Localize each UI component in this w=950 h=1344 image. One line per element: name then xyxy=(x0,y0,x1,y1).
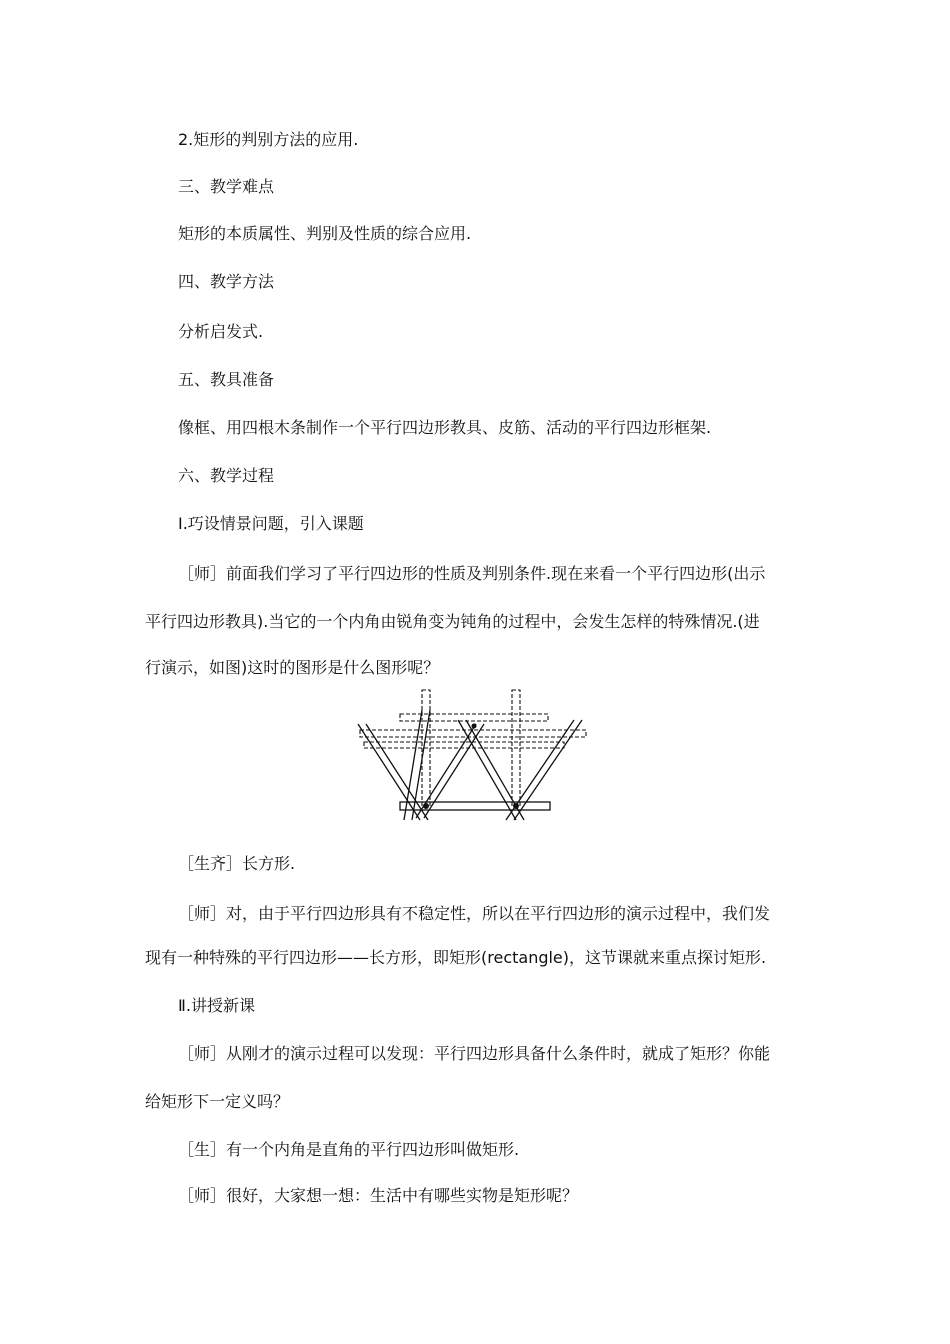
parallelogram-demo-figure xyxy=(356,684,592,834)
text-line: ［师］从刚才的演示过程可以发现：平行四边形具备什么条件时，就成了矩形？你能 xyxy=(178,1044,771,1063)
text-line: ［师］很好，大家想一想：生活中有哪些实物是矩形呢？ xyxy=(178,1186,579,1205)
slant-bar xyxy=(358,724,420,820)
text-line: 2.矩形的判别方法的应用. xyxy=(178,130,359,149)
slant-bar xyxy=(458,720,516,820)
pivot-joint xyxy=(513,803,519,809)
subsection-heading: Ⅰ.巧设情景问题，引入课题 xyxy=(178,514,364,533)
slant-bar xyxy=(366,724,428,820)
section-heading: 四、教学方法 xyxy=(178,272,275,291)
slant-bar xyxy=(404,710,422,820)
pivot-joint xyxy=(423,803,429,809)
text-line: ［生齐］长方形. xyxy=(178,854,296,873)
text-line: 给矩形下一定义吗？ xyxy=(145,1092,290,1111)
text-line: ［师］对，由于平行四边形具有不稳定性，所以在平行四边形的演示过程中，我们发 xyxy=(178,904,771,923)
text-line: 矩形的本质属性、判别及性质的综合应用. xyxy=(178,224,472,243)
text-line: 平行四边形教具).当它的一个内角由锐角变为钝角的过程中，会发生怎样的特殊情况.(进 xyxy=(145,612,760,631)
text-line: ［生］有一个内角是直角的平行四边形叫做矩形. xyxy=(178,1140,520,1159)
slant-bar xyxy=(424,724,484,818)
section-heading: 六、教学过程 xyxy=(178,466,275,485)
section-heading: 三、教学难点 xyxy=(178,177,275,196)
pivot-joint xyxy=(472,724,477,729)
text-line: 像框、用四根木条制作一个平行四边形教具、皮筋、活动的平行四边形框架. xyxy=(178,418,712,437)
text-line: 现有一种特殊的平行四边形——长方形，即矩形(rectangle)，这节课就来重点探讨矩形. xyxy=(145,948,767,967)
text-line: ［师］前面我们学习了平行四边形的性质及判别条件.现在来看一个平行四边形(出示 xyxy=(178,564,766,583)
text-line: 行演示，如图)这时的图形是什么图形呢？ xyxy=(145,658,440,677)
subsection-heading: Ⅱ.讲授新课 xyxy=(178,996,255,1015)
section-heading: 五、教具准备 xyxy=(178,370,275,389)
slant-bar xyxy=(514,720,582,820)
text-line: 分析启发式. xyxy=(178,322,264,341)
